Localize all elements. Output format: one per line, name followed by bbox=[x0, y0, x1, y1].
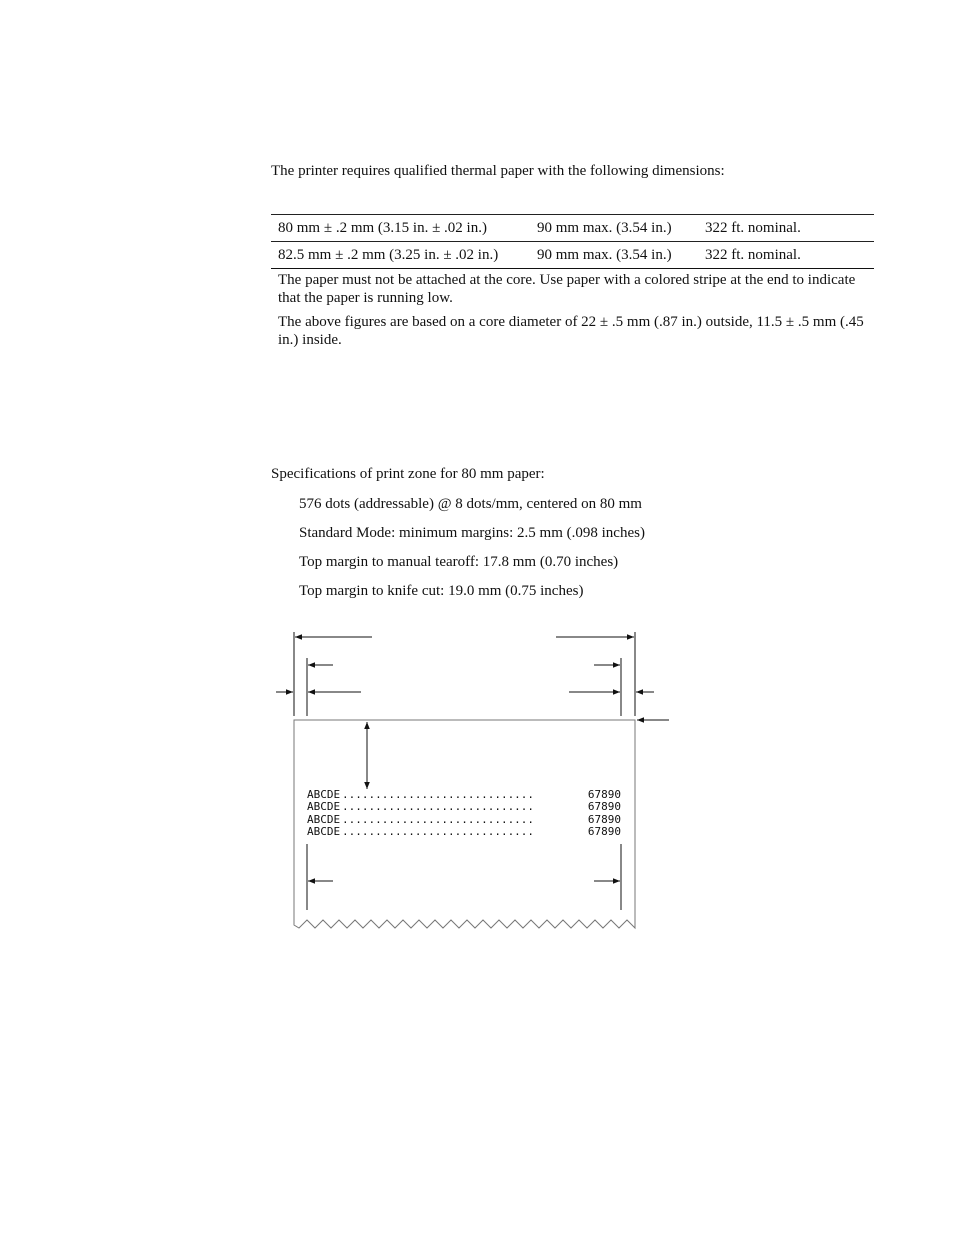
sample-dot-leader: ............................. bbox=[342, 788, 535, 801]
table-cell: 322 ft. nominal. bbox=[705, 246, 801, 263]
sample-left-text: ABCDE bbox=[307, 813, 341, 826]
sample-dot-leader: ............................. bbox=[342, 813, 535, 826]
print-zone-item: Top margin to knife cut: 19.0 mm (0.75 inches) bbox=[299, 583, 584, 599]
sample-right-text: 67890 bbox=[587, 788, 621, 801]
sample-dot-leader: ............................. bbox=[342, 825, 535, 838]
sample-left-text: ABCDE bbox=[307, 800, 341, 813]
print-zone-item: 576 dots (addressable) @ 8 dots/mm, centered on 80 mm bbox=[299, 496, 642, 512]
sample-right-text: 67890 bbox=[587, 800, 621, 813]
table-cell: 90 mm max. (3.54 in.) bbox=[537, 246, 672, 263]
print-zone-item: Top margin to manual tearoff: 17.8 mm (0.70 inches) bbox=[299, 554, 619, 570]
sample-left-text: ABCDE bbox=[307, 788, 341, 801]
print-zone-item: Standard Mode: minimum margins: 2.5 mm (.098 inches) bbox=[299, 525, 645, 541]
sample-right-text: 67890 bbox=[587, 825, 621, 838]
table-cell: 80 mm ± .2 mm (3.15 in. ± .02 in.) bbox=[278, 219, 487, 236]
table-cell: 82.5 mm ± .2 mm (3.25 in. ± .02 in.) bbox=[278, 246, 499, 263]
table-cell: 90 mm max. (3.54 in.) bbox=[537, 219, 672, 236]
table-cell: 322 ft. nominal. bbox=[705, 219, 801, 236]
sample-left-text: ABCDE bbox=[307, 825, 341, 838]
sample-right-text: 67890 bbox=[587, 813, 621, 826]
print-zone-heading: Specifications of print zone for 80 mm paper: bbox=[271, 466, 545, 482]
sample-dot-leader: ............................. bbox=[342, 800, 535, 813]
note-core-diameter: The above figures are based on a core diameter of 22 ± .5 mm (.87 in.) outside, 11.5 ± .5 mm (.45 in.) inside. bbox=[278, 314, 864, 348]
note-core-attachment: The paper must not be attached at the core. Use paper with a colored stripe at the end to indicate that the paper is running low. bbox=[278, 272, 856, 306]
sample-print-lines bbox=[307, 788, 621, 838]
intro-text: The printer requires qualified thermal paper with the following dimensions: bbox=[271, 163, 725, 179]
